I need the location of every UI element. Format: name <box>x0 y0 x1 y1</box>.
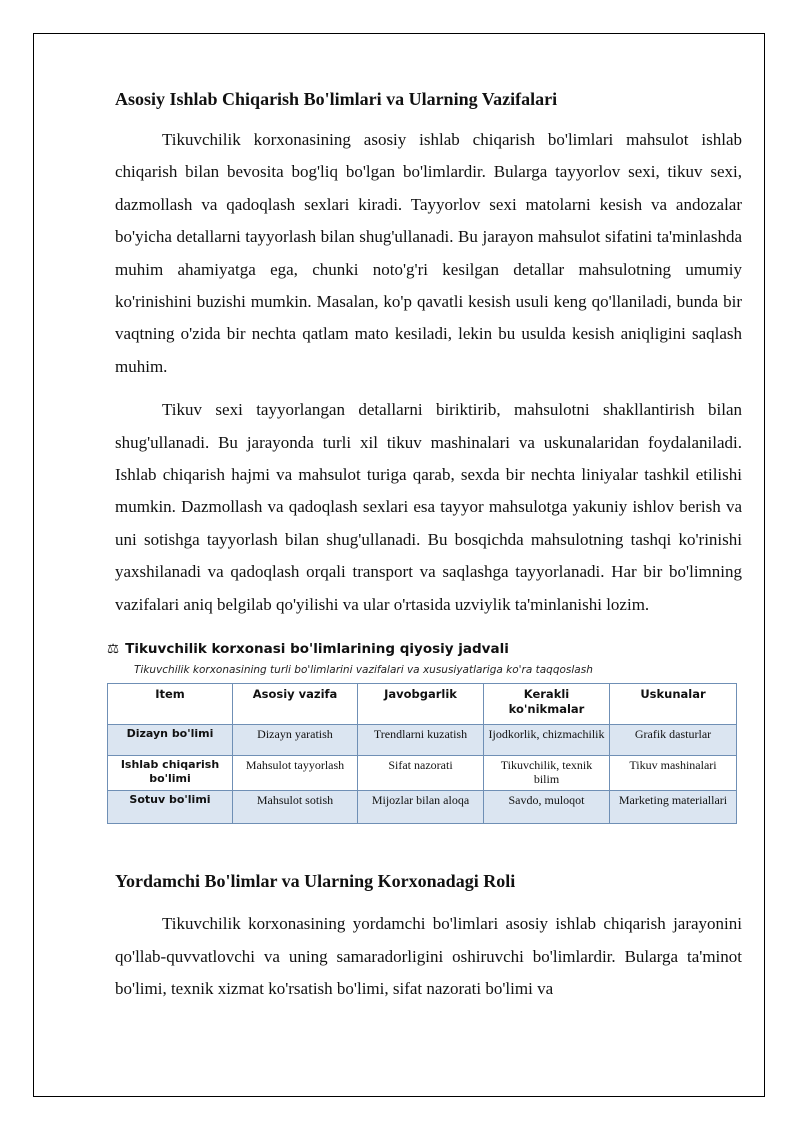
table-cell: Sifat nazorati <box>358 756 484 791</box>
section-heading-auxiliary-departments: Yordamchi Bo'limlar va Ularning Korxonadagi Roli <box>115 871 516 892</box>
table-caption <box>107 641 742 657</box>
table-title: Tikuvchilik korxonasi bo'limlarining qiyosiy jadvali <box>125 641 509 658</box>
comparison-table <box>107 683 737 824</box>
table-cell: Dizayn yaratish <box>233 725 358 756</box>
row-header-cell: Dizayn bo'limi <box>108 725 233 756</box>
table-cell: Savdo, muloqot <box>484 791 610 824</box>
document-body <box>107 86 742 1005</box>
column-header: Kerakli ko'nikmalar <box>484 684 610 725</box>
column-header: Asosiy vazifa <box>233 684 358 725</box>
table-subtitle: Tikuvchilik korxonasining turli bo'limlarini vazifalari va xususiyatlariga ko'ra taqqoslash <box>134 664 593 677</box>
paragraph: Tikuvchilik korxonasining yordamchi bo'limlari asosiy ishlab chiqarish jarayonini qo'llab-quvvatlovchi va uning samaradorligini oshiruvchi bo'limlardir. Bularga ta'minot bo'limi, texnik xizmat ko'rsatish bo'limi, sifat nazorati bo'limi va <box>115 914 742 998</box>
table-cell: Tikuvchilik, texnik bilim <box>484 756 610 791</box>
table-cell: Grafik dasturlar <box>610 725 737 756</box>
table-cell: Tikuv mashinalari <box>610 756 737 791</box>
table-cell: Ijodkorlik, chizmachilik <box>484 725 610 756</box>
table-cell: Trendlarni kuzatish <box>358 725 484 756</box>
column-header: Item <box>108 684 233 725</box>
paragraph: Tikuvchilik korxonasining asosiy ishlab chiqarish bo'limlari mahsulot ishlab chiqarish bilan bevosita bog'liq bo'lgan bo'limlardir. Bularga tayyorlov sexi, tikuv sexi, dazmollash va qadoqlash sexlari kiradi. Tayyorlov sexi matolarni kesish va andozalar bo'yicha detallarni tayyorlash bilan shug'ullanadi. Bu jarayon mahsulot sifatini ta'minlashda muhim ahamiyatga ega, chunki noto'g'ri kesilgan detallar mahsulotning umumiy ko'rinishini buzishi mumkin. Masalan, ko'p qavatli kesish usuli keng qo'llaniladi, bunda bir vaqtning o'zida bir nechta qatlam mato kesiladi, lekin bu usulda kesish aniqligini saqlash muhim. <box>115 130 742 376</box>
row-header-cell: Sotuv bo'limi <box>108 791 233 824</box>
table-cell: Mahsulot tayyorlash <box>233 756 358 791</box>
table-row <box>108 725 737 756</box>
table-row <box>108 756 737 791</box>
row-header-cell: Ishlab chiqarish bo'limi <box>108 756 233 791</box>
table-cell: Mahsulot sotish <box>233 791 358 824</box>
table-header-row <box>108 684 737 725</box>
scale-icon: ⚖ <box>107 641 120 658</box>
paragraph: Tikuv sexi tayyorlangan detallarni biriktirib, mahsulotni shakllantirish bilan shug'ullanadi. Bu jarayonda turli xil tikuv mashinalari va uskunalaridan foydalaniladi. Ishlab chiqarish hajmi va mahsulot turiga qarab, sexda bir nechta liniyalar tashkil etilishi mumkin. Dazmollash va qadoqlash sexlari esa tayyor mahsulotga yakuniy ishlov berish va uni sotishga tayyorlash bilan shug'ullanadi. Bu bosqichda mahsulotning tashqi ko'rinishi yaxshilanadi va qadoqlash orqali transport va saqlashga tayyorlanadi. Har bir bo'limning vazifalari aniq belgilab qo'yilishi va ular o'rtasida uzviylik ta'minlanishi lozim. <box>115 400 742 614</box>
table-cell: Mijozlar bilan aloqa <box>358 791 484 824</box>
column-header: Javobgarlik <box>358 684 484 725</box>
table-row <box>108 791 737 824</box>
table-cell: Marketing materiallari <box>610 791 737 824</box>
column-header: Uskunalar <box>610 684 737 725</box>
section-heading-main-departments: Asosiy Ishlab Chiqarish Bo'limlari va Ularning Vazifalari <box>115 89 558 109</box>
